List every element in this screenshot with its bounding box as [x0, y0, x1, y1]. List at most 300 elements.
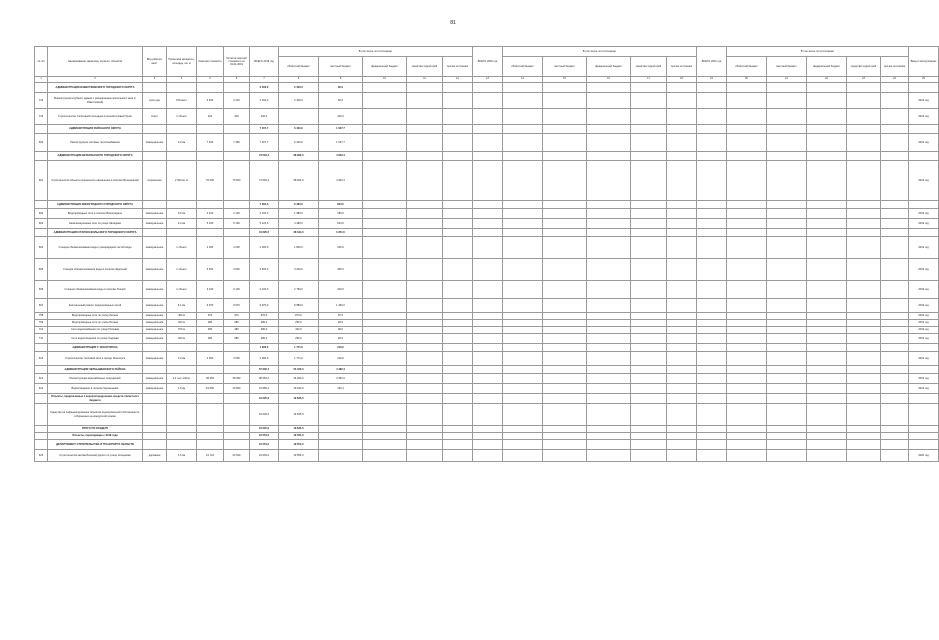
- empty-cell: [881, 404, 909, 426]
- cell-npp: [35, 201, 48, 209]
- empty-cell: [363, 366, 407, 374]
- cell-power: 150 мест: [167, 93, 197, 109]
- empty-cell: [807, 281, 847, 299]
- empty-cell: [503, 83, 543, 93]
- empty-cell: [727, 426, 767, 433]
- column-number: 9: [319, 77, 363, 83]
- cell-name: Объекты, предлагаемые к перераспределению средств областного бюджета: [48, 394, 143, 404]
- cell-regional-2019: 3 240,0: [279, 259, 319, 281]
- empty-cell: [631, 450, 667, 462]
- empty-cell: [697, 161, 727, 201]
- cell-term: [909, 83, 939, 93]
- empty-cell: [727, 384, 767, 394]
- hdr-total-2020: ВСЕГО 2020 год: [473, 47, 503, 77]
- cell-power: 1,5 км: [167, 450, 197, 462]
- empty-cell: [543, 394, 587, 404]
- cell-total-2019: 7 467,7: [250, 134, 279, 152]
- group-row: [35, 344, 939, 352]
- empty-cell: [443, 433, 473, 440]
- hdr-regional: областной бюджет: [279, 57, 319, 77]
- cell-term: [909, 404, 939, 426]
- cell-npp: [35, 125, 48, 134]
- empty-cell: [473, 201, 503, 209]
- empty-cell: [667, 237, 697, 259]
- cell-name: Средства на софинансирование объектов муниципальной собственности, отбираемых на конкурсной основе: [48, 404, 143, 426]
- empty-cell: [543, 334, 587, 344]
- empty-cell: [631, 259, 667, 281]
- empty-cell: [443, 426, 473, 433]
- empty-cell: [543, 83, 587, 93]
- empty-cell: [667, 374, 697, 384]
- cell-cost: [197, 440, 224, 450]
- empty-cell: [473, 313, 503, 320]
- empty-cell: [727, 152, 767, 161]
- empty-cell: [631, 313, 667, 320]
- empty-cell: [667, 109, 697, 125]
- empty-cell: [847, 334, 881, 344]
- table-row: [35, 161, 939, 201]
- empty-cell: [363, 320, 407, 327]
- empty-cell: [667, 201, 697, 209]
- empty-cell: [807, 125, 847, 134]
- empty-cell: [503, 374, 543, 384]
- empty-cell: [631, 237, 667, 259]
- cell-power: [167, 366, 197, 374]
- empty-cell: [697, 327, 727, 334]
- cell-power: 0,9 км: [167, 209, 197, 219]
- hdr-term: Ввод в эксплуатацию: [909, 47, 939, 77]
- cell-npp: [35, 152, 48, 161]
- cell-cost: 19 550: [197, 384, 224, 394]
- cell-npp: [35, 394, 48, 404]
- empty-cell: [667, 450, 697, 462]
- empty-cell: [543, 426, 587, 433]
- cell-total-2019: 2 160,0: [250, 209, 279, 219]
- empty-cell: [667, 229, 697, 237]
- empty-cell: [503, 152, 543, 161]
- empty-cell: [767, 152, 807, 161]
- cell-total-2019: 1 990,0: [250, 344, 279, 352]
- column-number: 19: [697, 77, 727, 83]
- cell-regional-2019: 4 480,0: [279, 219, 319, 229]
- cell-power: 1 объект: [167, 237, 197, 259]
- cell-vid: [143, 152, 167, 161]
- empty-cell: [587, 219, 631, 229]
- empty-cell: [631, 384, 667, 394]
- empty-cell: [881, 313, 909, 320]
- cell-remaining: 2 000: [224, 352, 250, 366]
- cell-municipal-2019: 4 632,4: [319, 152, 363, 161]
- empty-cell: [847, 374, 881, 384]
- empty-cell: [443, 125, 473, 134]
- group-row: [35, 201, 939, 209]
- empty-cell: [881, 327, 909, 334]
- cell-npp: 614: [35, 384, 48, 394]
- cell-municipal-2019: 130,4: [319, 384, 363, 394]
- empty-cell: [767, 109, 807, 125]
- empty-cell: [443, 161, 473, 201]
- empty-cell: [727, 134, 767, 152]
- cell-vid: коммунальное: [143, 259, 167, 281]
- cell-total-2019: 57 902,4: [250, 366, 279, 374]
- hdr-total-2021: ВСЕГО 2021 год: [697, 47, 727, 77]
- empty-cell: [807, 83, 847, 93]
- cell-vid: [143, 440, 167, 450]
- cell-remaining: [224, 229, 250, 237]
- empty-cell: [847, 161, 881, 201]
- empty-cell: [543, 281, 587, 299]
- empty-cell: [363, 209, 407, 219]
- cell-vid: спорт: [143, 109, 167, 125]
- empty-cell: [587, 404, 631, 426]
- empty-cell: [363, 433, 407, 440]
- cell-name: Реконструкция клубного здания с расширением зрительного зала (г. Известковый): [48, 93, 143, 109]
- cell-cost: 280: [197, 334, 224, 344]
- cell-term: 2019 год: [909, 259, 939, 281]
- empty-cell: [363, 201, 407, 209]
- cell-municipal-2019: [319, 440, 363, 450]
- empty-cell: [503, 344, 543, 352]
- empty-cell: [727, 125, 767, 134]
- cell-power: 1,5 км: [167, 384, 197, 394]
- cell-municipal-2019: 180,0: [319, 209, 363, 219]
- empty-cell: [473, 209, 503, 219]
- column-number: 3: [143, 77, 167, 83]
- empty-cell: [807, 327, 847, 334]
- empty-cell: [667, 394, 697, 404]
- cell-name: Водопроводные сети в поселке Виноградное: [48, 209, 143, 219]
- empty-cell: [767, 134, 807, 152]
- cell-power: 570 м: [167, 327, 197, 334]
- empty-cell: [587, 426, 631, 433]
- empty-cell: [807, 450, 847, 462]
- cell-power: 1 объект: [167, 281, 197, 299]
- empty-cell: [767, 201, 807, 209]
- empty-cell: [727, 433, 767, 440]
- empty-cell: [543, 109, 587, 125]
- empty-cell: [543, 219, 587, 229]
- empty-cell: [587, 134, 631, 152]
- cell-vid: коммунальное: [143, 237, 167, 259]
- empty-cell: [407, 259, 443, 281]
- empty-cell: [587, 320, 631, 327]
- empty-cell: [503, 394, 543, 404]
- empty-cell: [847, 281, 881, 299]
- empty-cell: [697, 152, 727, 161]
- cell-term: 2019 год: [909, 299, 939, 313]
- empty-cell: [667, 352, 697, 366]
- empty-cell: [503, 384, 543, 394]
- hdr-npp: № п/п: [35, 47, 48, 77]
- empty-cell: [727, 229, 767, 237]
- empty-cell: [881, 93, 909, 109]
- empty-cell: [443, 440, 473, 450]
- cell-regional-2019: 2 400,0: [279, 83, 319, 93]
- cell-cost: 420: [197, 109, 224, 125]
- empty-cell: [363, 237, 407, 259]
- hdr-other: прочие источники: [667, 57, 697, 77]
- cell-regional-2019: 19 625,0: [279, 426, 319, 433]
- table-row: [35, 109, 939, 125]
- cell-municipal-2019: 4 632,4: [319, 161, 363, 201]
- cell-term: 2019 год: [909, 320, 939, 327]
- cell-power: 1 объект: [167, 109, 197, 125]
- empty-cell: [473, 83, 503, 93]
- cell-municipal-2019: [319, 433, 363, 440]
- cell-regional-2019: 19 554,0: [279, 440, 319, 450]
- empty-cell: [631, 320, 667, 327]
- empty-cell: [587, 161, 631, 201]
- empty-cell: [697, 313, 727, 320]
- empty-cell: [443, 313, 473, 320]
- empty-cell: [807, 426, 847, 433]
- cell-remaining: [224, 366, 250, 374]
- table-row: [35, 93, 939, 109]
- empty-cell: [443, 366, 473, 374]
- table-row: [35, 259, 939, 281]
- cell-name: Строительство тепловой сети в городе Ясногорск: [48, 352, 143, 366]
- empty-cell: [631, 299, 667, 313]
- cell-remaining: 38 352: [224, 374, 250, 384]
- empty-cell: [697, 433, 727, 440]
- cell-vid: [143, 433, 167, 440]
- cell-name: АДМИНИСТРАЦИЯ Г. ЯСНОГОРСКА: [48, 344, 143, 352]
- empty-cell: [631, 352, 667, 366]
- cell-npp: 606: [35, 281, 48, 299]
- empty-cell: [473, 384, 503, 394]
- empty-cell: [697, 259, 727, 281]
- cell-term: [909, 440, 939, 450]
- empty-cell: [847, 320, 881, 327]
- empty-cell: [767, 426, 807, 433]
- cell-term: 2019 год: [909, 352, 939, 366]
- empty-cell: [503, 229, 543, 237]
- cell-power: 2,0 тыс. м3/сут: [167, 374, 197, 384]
- group-row: [35, 426, 939, 433]
- empty-cell: [503, 334, 543, 344]
- empty-cell: [503, 237, 543, 259]
- cell-term: [909, 344, 939, 352]
- cell-cost: 2 000: [197, 237, 224, 259]
- empty-cell: [503, 219, 543, 229]
- empty-cell: [847, 134, 881, 152]
- cell-term: [909, 229, 939, 237]
- empty-cell: [631, 83, 667, 93]
- empty-cell: [587, 313, 631, 320]
- empty-cell: [407, 394, 443, 404]
- empty-cell: [503, 109, 543, 125]
- empty-cell: [667, 327, 697, 334]
- cell-npp: [35, 404, 48, 426]
- cell-name: АДМИНИСТРАЦИЯ ИЗВЕСТКОВСКОГО ГОРОДСКОГО ОКРУГА: [48, 83, 143, 93]
- empty-cell: [631, 440, 667, 450]
- empty-cell: [407, 384, 443, 394]
- empty-cell: [363, 83, 407, 93]
- empty-cell: [767, 450, 807, 462]
- cell-npp: 600: [35, 134, 48, 152]
- cell-cost: 3 600: [197, 259, 224, 281]
- empty-cell: [543, 374, 587, 384]
- empty-cell: [543, 161, 587, 201]
- empty-cell: [363, 384, 407, 394]
- empty-cell: [667, 219, 697, 229]
- empty-cell: [631, 201, 667, 209]
- cell-npp: 716: [35, 93, 48, 109]
- cell-power: 400 м: [167, 313, 197, 320]
- cell-total-2019: 480,0: [250, 327, 279, 334]
- empty-cell: [363, 134, 407, 152]
- empty-cell: [667, 426, 697, 433]
- cell-npp: 603: [35, 219, 48, 229]
- empty-cell: [697, 125, 727, 134]
- empty-cell: [727, 366, 767, 374]
- empty-cell: [363, 374, 407, 384]
- cell-remaining: [224, 440, 250, 450]
- cell-regional-2019: 1 771,0: [279, 344, 319, 352]
- empty-cell: [407, 426, 443, 433]
- hdr-remaining: Остаток сметной стоимости на 01.01.2019: [224, 47, 250, 77]
- empty-cell: [587, 152, 631, 161]
- empty-cell: [363, 152, 407, 161]
- empty-cell: [697, 83, 727, 93]
- empty-cell: [443, 93, 473, 109]
- cell-remaining: 2 100: [224, 209, 250, 219]
- empty-cell: [473, 366, 503, 374]
- empty-cell: [667, 281, 697, 299]
- empty-cell: [697, 426, 727, 433]
- empty-cell: [503, 209, 543, 219]
- column-number: 15: [543, 77, 587, 83]
- empty-cell: [767, 219, 807, 229]
- empty-cell: [587, 327, 631, 334]
- empty-cell: [847, 93, 881, 109]
- empty-cell: [697, 109, 727, 125]
- cell-total-2019: 19 554,0: [250, 450, 279, 462]
- cell-name: Строительство спортивной площадки в поселке Новый Ургал: [48, 109, 143, 125]
- empty-cell: [443, 320, 473, 327]
- empty-cell: [407, 209, 443, 219]
- cell-municipal-2019: 4 482,4: [319, 366, 363, 374]
- cell-npp: 601: [35, 161, 48, 201]
- empty-cell: [767, 394, 807, 404]
- cell-municipal-2019: 4 352,0: [319, 374, 363, 384]
- empty-cell: [363, 299, 407, 313]
- cell-remaining: 9 970: [224, 299, 250, 313]
- column-number: 23: [847, 77, 881, 83]
- empty-cell: [407, 125, 443, 134]
- empty-cell: [631, 426, 667, 433]
- cell-cost: [197, 344, 224, 352]
- cell-total-2019: 73 594,4: [250, 161, 279, 201]
- empty-cell: [631, 125, 667, 134]
- empty-cell: [543, 450, 587, 462]
- empty-cell: [473, 299, 503, 313]
- table-row: [35, 352, 939, 366]
- empty-cell: [727, 374, 767, 384]
- table-row: [35, 313, 939, 320]
- empty-cell: [881, 374, 909, 384]
- cell-remaining: [224, 125, 250, 134]
- cell-vid: [143, 366, 167, 374]
- empty-cell: [407, 219, 443, 229]
- empty-cell: [727, 83, 767, 93]
- empty-cell: [847, 83, 881, 93]
- empty-cell: [543, 229, 587, 237]
- cell-vid: коммунальное: [143, 352, 167, 366]
- empty-cell: [727, 299, 767, 313]
- hdr-municipal: местный бюджет: [319, 57, 363, 77]
- empty-cell: [767, 259, 807, 281]
- empty-cell: [443, 83, 473, 93]
- cell-municipal-2019: [319, 394, 363, 404]
- cell-power: 3,0 км: [167, 134, 197, 152]
- empty-cell: [727, 450, 767, 462]
- empty-cell: [443, 374, 473, 384]
- hdr-other: прочие источники: [881, 57, 909, 77]
- empty-cell: [767, 366, 807, 374]
- cell-term: [909, 433, 939, 440]
- empty-cell: [407, 352, 443, 366]
- empty-cell: [847, 237, 881, 259]
- hdr-federal: федеральный бюджет: [363, 57, 407, 77]
- cell-vid: [143, 229, 167, 237]
- cell-remaining: 420: [224, 109, 250, 125]
- cell-power: [167, 229, 197, 237]
- empty-cell: [807, 404, 847, 426]
- empty-cell: [881, 344, 909, 352]
- empty-cell: [363, 404, 407, 426]
- empty-cell: [767, 384, 807, 394]
- empty-cell: [503, 450, 543, 462]
- group-row: [35, 229, 939, 237]
- cell-cost: [197, 125, 224, 134]
- empty-cell: [847, 344, 881, 352]
- cell-municipal-2019: 824,5: [319, 201, 363, 209]
- cell-name: Капитальный ремонт водопроводных сетей: [48, 299, 143, 313]
- hdr-name: Наименование заказчика, отрасли, объектов: [48, 47, 143, 77]
- cell-municipal-2019: 28,0: [319, 334, 363, 344]
- empty-cell: [543, 320, 587, 327]
- cell-remaining: [224, 394, 250, 404]
- group-row: [35, 394, 939, 404]
- empty-cell: [727, 219, 767, 229]
- empty-cell: [727, 237, 767, 259]
- cell-total-2019: 73 594,4: [250, 152, 279, 161]
- cell-term: 2019 год: [909, 93, 939, 109]
- empty-cell: [363, 281, 407, 299]
- cell-remaining: 2 410: [224, 93, 250, 109]
- table-row: [35, 281, 939, 299]
- cell-municipal-2019: 97,0: [319, 313, 363, 320]
- cell-total-2019: 19 625,0: [250, 404, 279, 426]
- column-number: 20: [727, 77, 767, 83]
- empty-cell: [667, 320, 697, 327]
- empty-cell: [881, 237, 909, 259]
- empty-cell: [881, 83, 909, 93]
- empty-cell: [807, 313, 847, 320]
- empty-cell: [727, 344, 767, 352]
- empty-cell: [407, 440, 443, 450]
- cell-municipal-2019: [319, 426, 363, 433]
- empty-cell: [807, 109, 847, 125]
- column-number: 16: [587, 77, 631, 83]
- cell-total-2019: 19 554,0: [250, 433, 279, 440]
- cell-power: 1 объект: [167, 259, 197, 281]
- empty-cell: [727, 259, 767, 281]
- group-row: [35, 125, 939, 134]
- cell-regional-2019: 19 420,0: [279, 384, 319, 394]
- empty-cell: [503, 327, 543, 334]
